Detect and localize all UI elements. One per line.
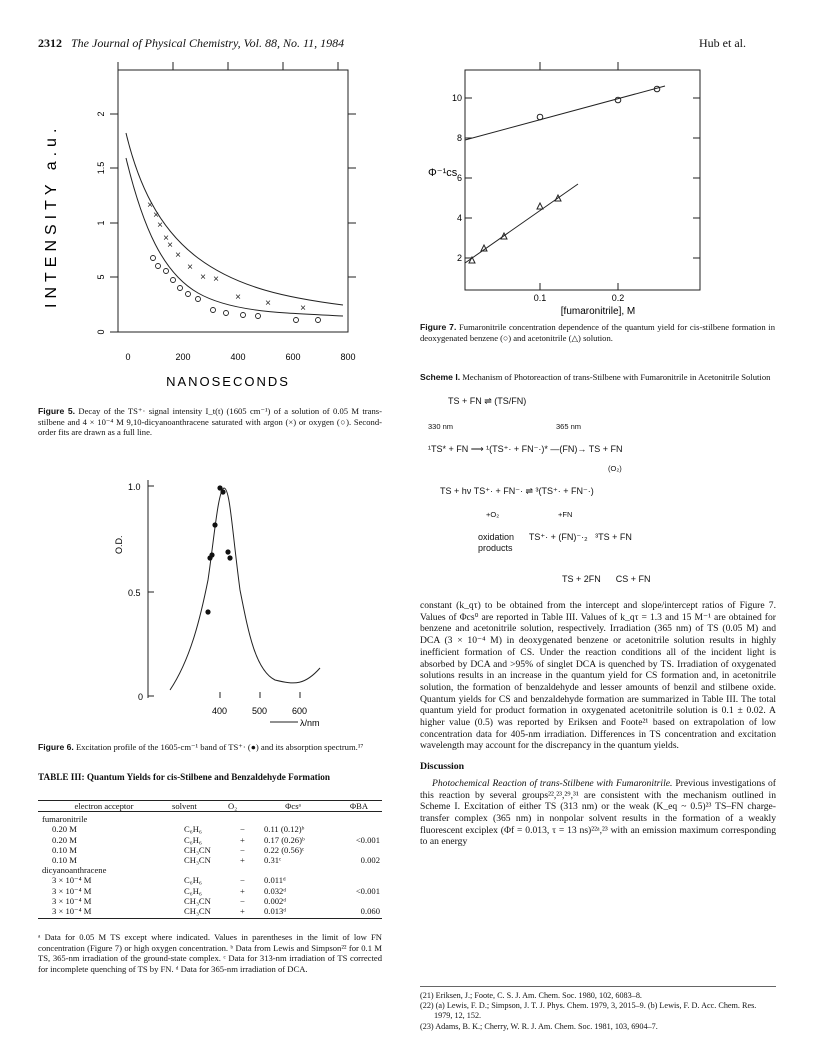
fig7-xtick: 0.1 (533, 293, 547, 303)
scheme-line: 365 nm (556, 422, 582, 431)
table-3 (38, 800, 382, 919)
table-cell: − (240, 844, 245, 855)
fig5-ytick: 5 (96, 274, 106, 280)
scheme-line: TS + hν TS⁺· + FN⁻· ⇌ ³(TS⁺· + FN⁻·) (440, 486, 594, 496)
fig5-xtick: 400 (230, 352, 246, 362)
scheme-line: (O₂) (608, 464, 622, 473)
figure-5-caption (38, 406, 382, 438)
figure-7-caption-text: Fumaronitrile concentration dependence of the quantum yield for cis-stilbene formation in deoxygenated benzene (○) and acetonitrile (△) solution. (420, 322, 775, 343)
table-3-body (38, 814, 382, 916)
table-cell: 3 × 10⁻⁴ M (52, 885, 92, 896)
scheme-line: TS + FN ⇌ (TS/FN) (448, 396, 527, 406)
svg-text:×: × (147, 200, 153, 211)
fig7-ytick: 4 (456, 213, 462, 223)
svg-text:×: × (213, 274, 219, 285)
table-cell: + (240, 834, 245, 845)
references (420, 986, 776, 1032)
table-cell (348, 865, 382, 875)
table-3-header-rule (38, 800, 382, 812)
table-cell: − (240, 895, 245, 906)
fig7-frame (465, 70, 700, 290)
fig5-xtick: 800 (340, 352, 356, 362)
table-cell (348, 845, 382, 855)
scheme-line: 330 nm (428, 422, 454, 431)
table-cell (238, 865, 262, 875)
fig6-xtick: 600 (292, 706, 308, 716)
scheme-line: oxidation TS⁺· + (FN)⁻·₂ ³TS + FN (478, 532, 632, 542)
fig5-xtick: 200 (175, 352, 191, 362)
fig5-ytick: 0 (96, 329, 106, 335)
table-cell: 0.20 M (52, 834, 77, 845)
table-cell: − (240, 824, 245, 835)
table-cell: 3 × 10⁻⁴ M (52, 906, 92, 917)
figure-7-caption (420, 322, 775, 343)
table-cell: 0.032ᵈ (264, 885, 287, 896)
fig5-xlabel: NANOSECONDS (166, 374, 290, 389)
fig5-oxygen-points (151, 256, 321, 323)
table-cell (262, 865, 348, 875)
fig7-ylabel: Φ⁻¹cs (428, 167, 458, 179)
table-cell: C₆H₆ (184, 885, 202, 896)
table-3-footnote: ᵃ Data for 0.05 M TS except where indicated. Values in parentheses in the limit of low FN concentration (Figure 7) or high oxygen concentration. ᵇ Data from Lewis and Simpson²² for 0.1 M TS, 365-nm irradiation of the ground-state complex. ᶜ Data for 313-nm irradiation of TS corrected for incomplete quenching of TS by FN. ᵈ Data for 365-nm irradiation of DCA. (38, 932, 382, 974)
paragraph (420, 778, 776, 848)
table-cell (238, 814, 262, 824)
fig6-absorption-curve (170, 488, 320, 690)
page-header (38, 36, 344, 51)
fig6-ytick: 0.5 (128, 588, 141, 598)
paragraph-text: Previous investigations of this reaction by several groups²²,²³,²⁹,³¹ are consistent with the mechanism outlined in Scheme I. Excitation of either TS (313 nm) or the weak (K_eq ~ 0.5)²³ TS–FN charge-transfer complex (365 nm) in nonpolar solvent results in the formation of a weakly fluorescent exciplex (Φf = 0.013, τ = 13 ns)²²ᵃ,²³ with an emission maximum corresponding to an energy (420, 777, 776, 848)
table-cell: CH₃CN (184, 855, 211, 866)
table-cell (348, 875, 382, 885)
fig5-ylabel: INTENSITY a.u. (43, 123, 60, 308)
scheme-1 (428, 396, 778, 596)
table-cell: 0.31ᶜ (264, 855, 282, 866)
svg-text:×: × (157, 220, 163, 231)
fig7-benzene-points (537, 86, 660, 120)
figure-7-plot (420, 58, 720, 320)
table-cell: 3 × 10⁻⁴ M (52, 895, 92, 906)
fig5-argon-points (147, 200, 306, 314)
fig7-ytick: 10 (451, 93, 462, 103)
svg-text:×: × (167, 240, 173, 251)
table-row (38, 845, 382, 855)
table-cell: 0.10 M (52, 844, 77, 855)
fig6-ticks (148, 486, 300, 698)
table-cell: + (240, 906, 245, 917)
table-3-title: TABLE III: Quantum Yields for cis-Stilbene and Benzaldehyde Formation (38, 772, 330, 782)
figure-6-caption (38, 742, 382, 753)
table-cell (182, 865, 238, 875)
scheme-line: +O₂ (486, 510, 500, 519)
fig7-benzene-fit (465, 86, 665, 140)
table-cell: <0.001 (355, 834, 380, 845)
table-cell: + (240, 885, 245, 896)
table-cell: − (240, 875, 245, 886)
page-number: 2312 (38, 36, 62, 50)
table-row (38, 814, 382, 824)
fig7-xlabel: [fumaronitrile], M (560, 306, 636, 317)
fig7-ticks (465, 62, 700, 290)
fig6-xlabel: λ/nm (300, 718, 320, 728)
table-cell (348, 814, 382, 824)
table-cell (262, 814, 348, 824)
reference-item: (23) Adams, B. K.; Cherry, W. R. J. Am. Chem. Soc. 1981, 103, 6904–7. (420, 1021, 658, 1031)
table-cell (348, 824, 382, 834)
table-cell: C₆H₆ (184, 824, 202, 835)
table-cell: 0.17 (0.26)ᵇ (264, 834, 305, 845)
scheme-line: products (478, 543, 513, 553)
journal-title: The Journal of Physical Chemistry, Vol. 88, No. 11, 1984 (71, 36, 345, 50)
scheme-title-text: Mechanism of Photoreaction of trans-Stilbene with Fumaronitrile in Acetonitrile Solution (462, 372, 771, 382)
figure-6-label: Figure 6. (38, 742, 74, 752)
col-header: electron acceptor (74, 801, 134, 811)
table-row (38, 865, 382, 875)
table-cell (348, 896, 382, 906)
figure-6-caption-text: Excitation profile of the 1605-cm⁻¹ band of TS⁺· (●) and its absorption spectrum.¹⁷ (75, 742, 364, 752)
svg-text:×: × (300, 303, 306, 314)
fig6-ytick: 0 (138, 692, 144, 702)
table-row (38, 824, 382, 834)
table-row (38, 886, 382, 896)
table-cell: 0.002ᵈ (264, 895, 287, 906)
table-row (38, 906, 382, 916)
table-cell: 0.060 (360, 906, 380, 917)
scheme-line: +FN (558, 510, 573, 519)
svg-text:×: × (175, 250, 181, 261)
table-cell: 0.011ᵈ (264, 875, 286, 886)
figure-7-label: Figure 7. (420, 322, 457, 332)
scheme-line: ¹TS* + FN ⟶ ¹(TS⁺· + FN⁻·)* —(FN)→ TS + FN (428, 444, 623, 454)
table-cell: C₆H₆ (184, 834, 202, 845)
fig5-xtick: 0 (125, 352, 131, 362)
svg-text:×: × (265, 298, 271, 309)
table-cell: + (240, 855, 245, 866)
col-header: ΦBA (349, 801, 369, 811)
table-cell: <0.001 (355, 885, 380, 896)
scheme-title (420, 372, 775, 383)
figure-6-plot (100, 470, 340, 732)
figure-5-caption-text: Decay of the TS⁺· signal intensity I_t(t) (1605 cm⁻¹) of a solution of 0.05 M trans-stilbene and 4 × 10⁻⁴ M 9,10-dicyanoanthracene saturated with argon (×) or oxygen (○). Second-order fits are drawn as a full line. (38, 406, 382, 438)
fig5-ytick: 2 (96, 111, 106, 117)
fig6-xtick: 500 (252, 706, 268, 716)
scheme-line: TS + 2FN CS + FN (562, 574, 651, 584)
table-cell: 0.013ᵈ (264, 906, 287, 917)
table-cell (182, 814, 238, 824)
section-heading: Discussion (420, 761, 465, 773)
table-cell: 0.10 M (52, 855, 77, 866)
fig5-ytick: 1 (96, 220, 106, 226)
svg-text:×: × (235, 292, 241, 303)
reference-item: (22) (a) Lewis, F. D.; Simpson, J. T. J. Phys. Chem. 1979, 3, 2015–9. (b) Lewis, F. D. Acc. Chem. Res. 1979, 12, 152. (420, 1001, 757, 1021)
figure-5-label: Figure 5. (38, 406, 76, 416)
col-header: O₂ (228, 801, 238, 811)
paragraph: constant (k_qτ) to be obtained from the intercept and slope/intercept ratios of Figure 7. Values of Φcs⁰ are reported in Table III. Values of k_qτ = 1.3 and 15 M⁻¹ are obtained for benzene and acetonitrile solution, respectively. Irradiation (365 nm) of TS (0.05 M) and DCA (3 × 10⁻⁴ M) in deoxygenated benzene or acetonitrile solution results in highly inefficient formation of CS. Under the reaction conditions all of the incident light is absorbed by DCA and >95% of singlet DCA is quenched by TS. Irradiation of oxygenated solutions results in an increase in the quantum yield for CS formation and, in acetonitrile solution, the formation of benzaldehyde and lesser amounts of benzil and stilbene oxide. Quantum yields for CS and benzaldehyde formation are summarized in Table III. The total quantum yield for product formation in oxygenated acetonitrile solution is 0.1 ± 0.02. A higher value (0.5) was reported by Eriksen and Foote²¹ based on extrapolation of low concentration data for 405-nm irradiation. Differences in TS concentration and excitation wavelength may account for the discrepancy in the quantum yields. (420, 600, 776, 752)
fig7-ytick: 6 (456, 173, 462, 183)
body-text (420, 600, 776, 848)
table-cell: 0.22 (0.56)ᶜ (264, 844, 305, 855)
table-row (38, 835, 382, 845)
table-row (38, 875, 382, 885)
table-cell: CH₃CN (184, 895, 211, 906)
fig6-xtick: 400 (212, 706, 228, 716)
svg-text:×: × (163, 233, 169, 244)
table-row (38, 855, 382, 865)
svg-text:×: × (187, 262, 193, 273)
fig5-xtick: 600 (285, 352, 301, 362)
paragraph-heading: Photochemical Reaction of trans-Stilbene with Fumaronitrile. (432, 777, 673, 789)
fig5-ytick: 1.5 (96, 161, 106, 175)
figure-5-plot (38, 58, 378, 390)
fig7-ytick: 8 (456, 133, 462, 143)
reference-item: (21) Eriksen, J.; Foote, C. S. J. Am. Chem. Soc. 1980, 102, 6083–8. (420, 991, 642, 1000)
scheme-label: Scheme I. (420, 372, 461, 382)
table-cell: 0.002 (360, 855, 380, 866)
fig6-excitation-points (205, 485, 232, 614)
running-authors: Hub et al. (699, 36, 746, 50)
table-cell: CH₃CN (184, 906, 211, 917)
table-cell: fumaronitrile (42, 814, 88, 825)
fig7-ytick: 2 (456, 253, 462, 263)
svg-text:×: × (200, 272, 206, 283)
fig5-ticks (110, 62, 356, 332)
table-cell: C₆H₆ (184, 875, 202, 886)
table-row (38, 896, 382, 906)
table-cell: 0.11 (0.12)ᵇ (264, 824, 305, 835)
table-cell: dicyanoanthracene (42, 865, 107, 876)
fig6-ytick: 1.0 (128, 482, 141, 492)
table-cell: 0.20 M (52, 824, 77, 835)
fig7-xtick: 0.2 (611, 293, 625, 303)
table-cell: CH₃CN (184, 844, 211, 855)
col-header: Φcsᵃ (285, 801, 301, 811)
fig6-ylabel: O.D. (114, 535, 124, 554)
table-cell: 3 × 10⁻⁴ M (52, 875, 92, 886)
col-header: solvent (172, 801, 197, 811)
svg-text:×: × (153, 210, 159, 221)
